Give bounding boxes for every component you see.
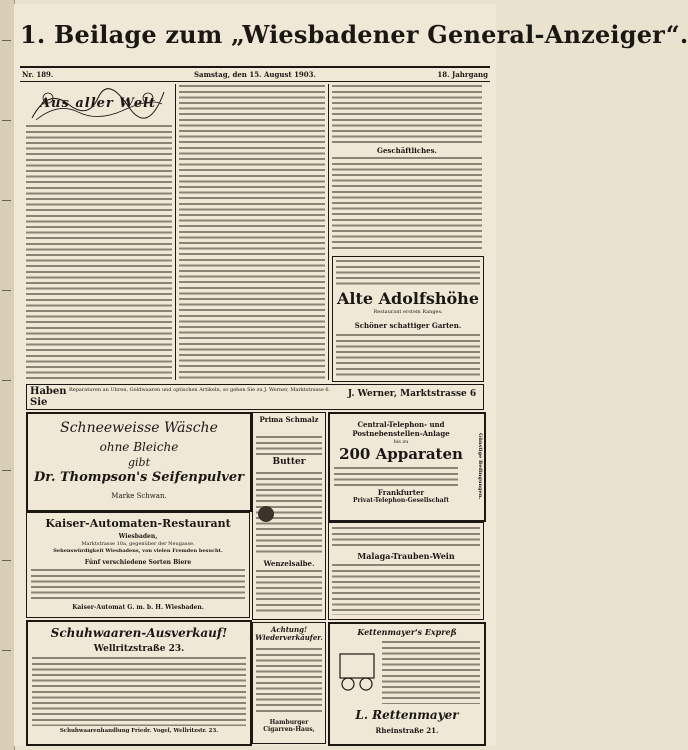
issue-date: Samstag, den 15. August 1903.: [193, 70, 316, 79]
kaiser-line: Sehenswürdigkeit Wiesbadens, von vielen Fremden besucht.: [53, 548, 223, 554]
adolfshoehe-sub: Restaurant erstem Ranges.: [373, 309, 443, 315]
thompson-line3: gibt: [127, 456, 151, 469]
telephon-side: Günstige Bedingungen.: [477, 432, 483, 500]
haben-sie-big: Haben Sie: [30, 386, 67, 408]
telephon-big: 200 Apparaten: [339, 445, 463, 463]
schuh-street: Wellritzstraße 23.: [93, 644, 185, 654]
ad-kettenmayer: [328, 622, 486, 746]
haben-sie-name: J. Werner, Marktstrasse 6: [347, 389, 477, 399]
wenzel-title: Wenzelsalbe.: [263, 559, 315, 568]
ad-kaiser-automaten: [26, 512, 250, 618]
telephon-l2: Postnebenstellen-Anlage: [352, 429, 450, 438]
adolfshoehe-title: Alte Adolfshöhe: [337, 289, 479, 308]
schmalz-title: Prima Schmalz: [259, 415, 319, 424]
thompson-line5: Marke Schwan.: [111, 492, 167, 500]
newspaper-page: [14, 4, 688, 746]
ad-achtung: [252, 622, 326, 744]
kettenmayer-name: L. Rettenmayer: [355, 708, 459, 722]
kettenmayer-title: Kettenmayer's Expreß: [357, 627, 457, 637]
kettenmayer-place: Rheinstraße 21.: [375, 726, 439, 735]
haben-sie-text: Reparaturen an Uhren, Goldwaaren und optischen Artikeln, so gehen Sie zu J. Werner, Marktstrasse 6.: [69, 387, 331, 393]
adolfshoehe-garden: Schöner schattiger Garten.: [354, 321, 462, 330]
thompson-line4: Dr. Thompson's Seifenpulver: [34, 470, 244, 485]
article-text-col1: [26, 124, 172, 380]
volume-year: 18. Jahrgang: [437, 70, 488, 79]
kaiser-address: Marktstrasse 10a, gegenüber der Neugasse.: [81, 541, 195, 547]
kaiser-title: Kaiser-Automaten-Restaurant: [45, 517, 231, 530]
ad-telephon: [328, 412, 486, 522]
schuh-foot: Schuhwaarenhandlung Friedr. Vogel, Wellritzstr. 23.: [59, 728, 219, 734]
telephon-l5: Privat-Telephon-Gesellschaft: [352, 497, 450, 504]
seal-icon: [257, 505, 275, 523]
section-title-geschaeftliches: Geschäftliches.: [376, 146, 437, 155]
thompson-line1: Schneeweisse Wäsche: [60, 420, 218, 436]
telephon-l1: Central-Telephon- und: [357, 420, 445, 429]
article-text-col3a: [332, 84, 482, 144]
ad-schuhwaaren: [26, 620, 252, 746]
masthead-title: 1. Beilage zum „Wiesbadener General-Anzeiger“.: [20, 20, 688, 49]
article-text-col3b: [332, 156, 482, 252]
ad-malaga: [328, 522, 484, 620]
ad-haben-sie: [26, 384, 484, 410]
schuh-title: Schuhwaaren-Ausverkauf!: [50, 626, 228, 640]
telephon-l4: Frankfurter: [377, 488, 425, 497]
kaiser-foot: Kaiser-Automat G. m. b. H. Wiesbaden.: [72, 604, 204, 611]
issue-number: Nr. 189.: [22, 70, 54, 79]
dateline: [20, 66, 490, 82]
ad-alte-adolfshoehe: [332, 256, 484, 382]
kaiser-city: Wiesbaden,: [118, 533, 158, 540]
feuilleton-heading: Aus aller Welt: [39, 96, 157, 111]
ad-thompson: [26, 412, 252, 512]
thompson-line2: ohne Bleiche: [99, 440, 179, 454]
article-text-col2: [179, 84, 325, 380]
ad-schmalz: [252, 412, 326, 620]
page-edge: [0, 0, 15, 750]
delivery-wagon-icon: [336, 644, 378, 696]
butter-title: Butter: [272, 457, 306, 467]
achtung-firm: Hamburger Cigarren-Haus,: [263, 719, 315, 733]
feuilleton-vignette: [28, 84, 168, 122]
malaga-title: Malaga-Trauben-Wein: [357, 551, 455, 561]
telephon-l3: bis zu: [393, 439, 409, 445]
achtung-title: Achtung! Wiederverkäufer.: [255, 625, 323, 642]
kaiser-sub: Fünf verschiedene Sorten Biere: [84, 559, 192, 566]
